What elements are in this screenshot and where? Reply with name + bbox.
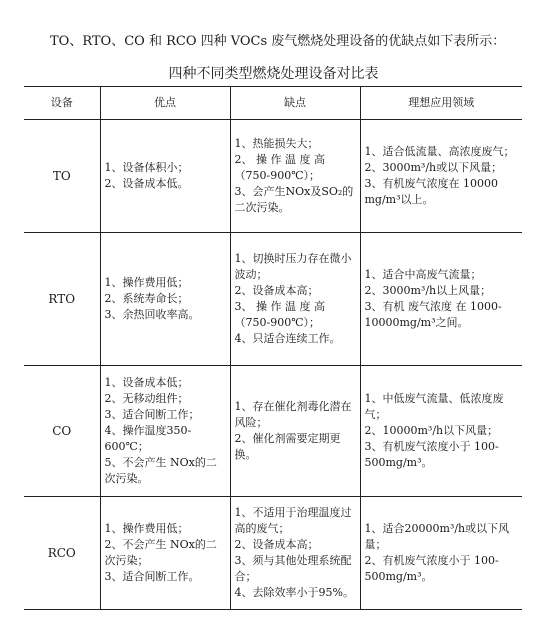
pros-item: 1、操作费用低；	[104, 276, 189, 289]
cons-item: 1、存在催化剂毒化潜在风险；	[234, 400, 352, 429]
cons-item: 4、去除效率小于95%。	[234, 586, 354, 599]
apps-cell	[360, 233, 522, 366]
apps-item: 1、适合低流量、高浓度废气；	[364, 145, 515, 158]
apps-item: 1、中低废气流量、低浓度废气；	[364, 392, 504, 421]
pros-item: 1、操作费用低；	[104, 522, 189, 535]
cons-item: 1、不适用于治理温度过高的废气；	[234, 506, 352, 535]
pros-item: 3、适合间断工作；	[104, 408, 200, 421]
apps-item: 1、适合20000m³/h或以下风量；	[364, 522, 510, 551]
table-row	[24, 233, 522, 366]
header-apps: 理想应用领域	[360, 87, 522, 120]
cons-item: 3、会产生NOx及SO₂的二次污染。	[234, 185, 354, 214]
device-cell: RCO	[24, 497, 100, 610]
table-row	[24, 120, 522, 233]
cons-item: 1、热能损失大；	[234, 137, 319, 150]
pros-cell	[100, 497, 230, 610]
header-device: 设备	[24, 87, 100, 120]
pros-item: 2、不会产生 NOx的二次污染；	[104, 538, 217, 567]
cons-item: 1、切换时压力存在微小波动；	[234, 252, 352, 281]
cons-item: （750-900℃）；	[234, 316, 321, 329]
pros-item: 2、设备成本低。	[104, 177, 189, 190]
pros-item: 1、设备体积小；	[104, 161, 189, 174]
pros-item: 1、设备成本低；	[104, 376, 189, 389]
pros-item: 4、操作温度350-600℃；	[104, 424, 192, 453]
pros-cell	[100, 120, 230, 233]
apps-item: 2、有机废气浓度小于 100-500mg/m³。	[364, 554, 499, 583]
apps-cell	[360, 120, 522, 233]
device-cell: CO	[24, 366, 100, 497]
cons-cell	[230, 366, 360, 497]
apps-item: 3、有机废气浓度在 10000 mg/m³以上。	[364, 177, 498, 206]
pros-item: 2、系统寿命长；	[104, 292, 189, 305]
pros-cell	[100, 366, 230, 497]
device-cell: RTO	[24, 233, 100, 366]
cons-item: （750-900℃）；	[234, 169, 321, 182]
apps-item: 2、3000m³/h以上风量；	[364, 284, 492, 297]
table-row	[24, 497, 522, 610]
cons-item: 2、 操 作 温 度 高	[234, 153, 325, 166]
apps-item: 3、有机废气浓度小于 100-500mg/m³。	[364, 440, 499, 469]
pros-item: 3、余热回收率高。	[104, 308, 200, 321]
cons-item: 3、须与其他处理系统配合；	[234, 554, 352, 583]
apps-item: 3、有机 废气浓度 在 1000-10000mg/m³之间。	[364, 300, 502, 329]
device-cell: TO	[24, 120, 100, 233]
table-caption: 四种不同类型燃烧处理设备对比表	[168, 66, 379, 82]
cons-item: 4、只适合连续工作。	[234, 332, 341, 345]
comparison-table	[24, 86, 522, 610]
cons-item: 2、催化剂需要定期更换。	[234, 432, 341, 461]
cons-item: 2、设备成本高；	[234, 284, 319, 297]
cons-cell	[230, 233, 360, 366]
header-cons: 缺点	[230, 87, 360, 120]
pros-item: 2、无移动组件；	[104, 392, 189, 405]
cons-item: 2、设备成本高；	[234, 538, 319, 551]
intro-text: TO、RTO、CO 和 RCO 四种 VOCs 废气燃烧处理设备的优缺点如下表所示：	[50, 34, 506, 49]
pros-item: 5、不会产生 NOx的二次污染。	[104, 456, 217, 485]
header-pros: 优点	[100, 87, 230, 120]
pros-item: 3、适合间断工作。	[104, 570, 200, 583]
cons-item: 3、 操 作 温 度 高	[234, 300, 325, 313]
apps-cell	[360, 497, 522, 610]
table-row	[24, 366, 522, 497]
cons-cell	[230, 120, 360, 233]
cons-cell	[230, 497, 360, 610]
apps-item: 1、适合中高废气流量；	[364, 268, 482, 281]
table-header-row	[24, 87, 522, 120]
apps-item: 2、3000m³/h或以下风量；	[364, 161, 503, 174]
apps-item: 2、10000m³/h以下风量；	[364, 424, 499, 437]
pros-cell	[100, 233, 230, 366]
apps-cell	[360, 366, 522, 497]
